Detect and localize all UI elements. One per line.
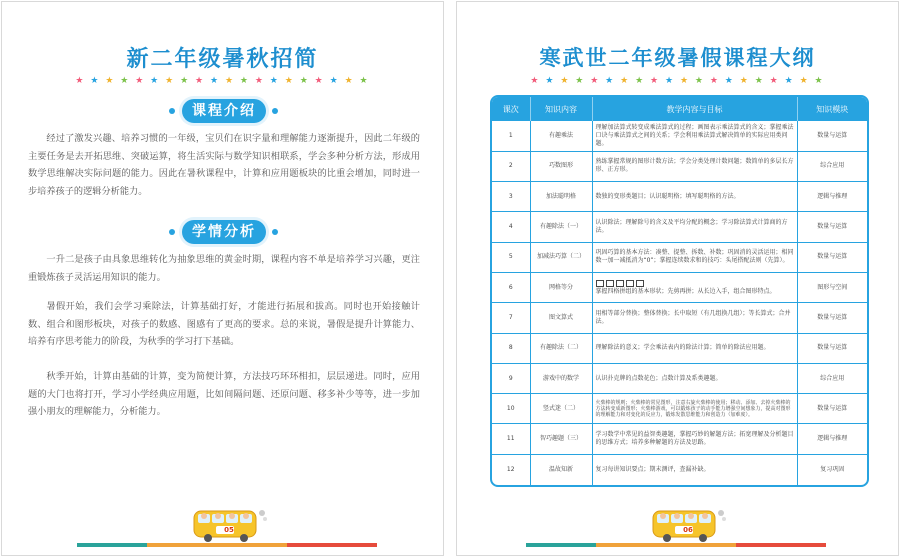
lesson-number: 11 <box>492 424 530 454</box>
tetromino-shapes-icon <box>596 280 794 288</box>
lesson-number: 5 <box>492 242 530 272</box>
lesson-topic: 加法聪明格 <box>530 182 592 212</box>
column-header: 课次 <box>492 97 530 121</box>
analysis-paragraph-3: 秋季开始，计算由基础的计算，变为简便计算，方法技巧环环相扣，层层递进。同时，应用题的大门也将打开，学习小学经典应用题，比如间隔问题、还原问题、移多补少等等，进一步加强小朋友的理解能力，分析能力。 <box>28 371 420 417</box>
lesson-goal: 认识除法；理解除号的含义及平均分配的概念；学习除法算式计算商的方法。 <box>592 212 797 242</box>
lesson-goal: 认识扑克牌的点数花色；点数计算及系类趣题。 <box>592 363 797 393</box>
lesson-topic: 温故知新 <box>530 454 592 484</box>
page-number: 06 <box>683 526 693 534</box>
lesson-module: 图形与空间 <box>797 272 867 302</box>
lesson-goal: 火柴棒的规则；火柴棒的常见图形，注意右旋火柴棒的使用；移动、添加、去掉火柴棒的方法转变成新图形；火柴棒游戏，可以锻炼孩子的动手能力增强空间想象力，提高对图形的理解能力和对变化的反应力，锻炼发散思维能力和创造力（加难度）。 <box>592 394 797 424</box>
lesson-goal: 复习每讲知识要点；期末测评，查漏补缺。 <box>592 454 797 484</box>
lesson-topic: 巧数图形 <box>530 151 592 181</box>
lesson-module: 逻辑与推理 <box>797 424 867 454</box>
lesson-module: 数量与运算 <box>797 333 867 363</box>
lesson-number: 12 <box>492 454 530 484</box>
stripe-orange <box>147 543 287 547</box>
lesson-number: 3 <box>492 182 530 212</box>
analysis-paragraph-1: 一升二是孩子由具象思维转化为抽象思维的黄金时期，课程内容不单是培养学习兴趣，更注重锻炼孩子灵活运用知识的能力。 <box>28 254 420 283</box>
table-row <box>492 272 867 302</box>
stripe-teal <box>526 543 596 547</box>
star-divider: ★ ★ ★ ★ ★ ★ ★ ★ ★ ★ ★ ★ ★ ★ ★ ★ ★ ★ ★ ★ <box>75 76 370 86</box>
lesson-module: 数量与运算 <box>797 394 867 424</box>
table-row <box>492 121 867 151</box>
lesson-module: 复习巩固 <box>820 465 845 473</box>
table-row <box>492 333 867 363</box>
table-row <box>492 182 867 212</box>
decor-dot <box>272 108 278 114</box>
school-bus-illustration <box>647 505 727 543</box>
analysis-paragraph-2: 暑假开始，我们会学习乘除法，计算基础打好，才能进行拓展和拔高。同时也开始接触计数、组合和图形板块，对孩子的数感、图感有了更高的要求。总的来说，暑假是提升计算能力、培养有序思考能力的阶段，为秋季的学习打下基础。 <box>28 301 420 347</box>
decor-dot <box>169 108 175 114</box>
course-outline-table <box>490 95 869 487</box>
lesson-goal: 用相等部分替换；整体替换；长中取短（有几组换几组）；等长算式；合并法。 <box>592 303 797 333</box>
stripe-orange <box>596 543 736 547</box>
table-row <box>492 394 867 424</box>
lesson-number: 2 <box>492 151 530 181</box>
column-header: 教学内容与目标 <box>592 97 797 121</box>
table-row <box>492 454 867 484</box>
table-row <box>492 212 867 242</box>
left-page-title: 新二年级暑秋招简 <box>126 47 319 72</box>
star-divider: ★ ★ ★ ★ ★ ★ ★ ★ ★ ★ ★ ★ ★ ★ ★ ★ ★ ★ ★ ★ <box>530 76 825 86</box>
column-header: 知识模块 <box>797 97 867 121</box>
stripe-red <box>287 543 377 547</box>
left-page <box>1 1 444 556</box>
section-analysis-title: 学情分析 <box>182 220 266 244</box>
lesson-goal: 理解加法算式转变成乘法算式的过程；画图表示乘法算式的含义；掌握乘法口诀与乘法算式之间的关系；学会利用乘法算式解决简单的实际应用类问题。 <box>592 121 797 151</box>
table-row <box>492 151 867 181</box>
lesson-topic: 图文算式 <box>530 303 592 333</box>
lesson-number: 10 <box>492 394 530 424</box>
lesson-topic: 网格等分 <box>530 272 592 302</box>
lesson-goal: 数独的变形类题目；认识聪明格；填写聪明格的方法。 <box>592 182 797 212</box>
lesson-module: 数量与运算 <box>797 242 867 272</box>
lesson-number: 7 <box>492 303 530 333</box>
lesson-goal: 学习数学中常见的益智类趣题，掌握巧妙的解题方法；拓宽理解及分析题目的思维方式；培养多种解题的方法及思路。 <box>592 424 797 454</box>
lesson-module: 逻辑与推理 <box>797 182 867 212</box>
table-row <box>492 424 867 454</box>
lesson-topic: 加减法巧算（二） <box>530 242 592 272</box>
page-number: 05 <box>224 526 234 534</box>
lesson-module: 数量与运算 <box>797 212 867 242</box>
school-bus-illustration <box>188 505 268 543</box>
lesson-number: 4 <box>492 212 530 242</box>
lesson-number: 1 <box>492 121 530 151</box>
lesson-topic: 有趣除法（一） <box>530 212 592 242</box>
lesson-module: 数量与运算 <box>797 121 867 151</box>
column-header: 知识内容 <box>530 97 592 121</box>
lesson-goal: 掌握四格拼组的基本形状；先剪再拼；从长边入手，组合图形特点。 <box>595 287 776 295</box>
lesson-goal-cell <box>592 272 797 302</box>
table-row <box>492 363 867 393</box>
stripe-red <box>736 543 826 547</box>
lesson-module: 综合应用 <box>797 151 867 181</box>
section-course-intro-title: 课程介绍 <box>182 99 266 123</box>
lesson-goal: 巩固巧算的基本方法：凑整、提整、拆数、补数；巩固消的灵活运用；相同数一加一减抵消为“0”；掌握连续数求和的技巧：头尾搭配法则（先算）。 <box>592 242 797 272</box>
table-row <box>492 242 867 272</box>
lesson-topic: 有趣乘法 <box>530 121 592 151</box>
lesson-topic: 竖式迷（二） <box>530 394 592 424</box>
lesson-topic: 智巧趣题（三） <box>530 424 592 454</box>
course-intro-text: 经过了激发兴趣、培养习惯的一年级，宝贝们在识字量和理解能力逐渐提升，因此二年级的主要任务是去开拓思维、突破运算，将生活实际与数学知识相联系，学会多种分析方法，形成用数学思维解决实际问题的能力。因此在暑秋课程中，计算和应用题板块的比重会增加，同时进一步培养孩子的逻辑分析能力。 <box>28 133 420 197</box>
stripe-teal <box>77 543 147 547</box>
lesson-topic: 游戏中的数学 <box>530 363 592 393</box>
lesson-number: 6 <box>492 272 530 302</box>
lesson-number: 8 <box>492 333 530 363</box>
lesson-topic: 有趣除法（二） <box>530 333 592 363</box>
lesson-module: 数量与运算 <box>797 303 867 333</box>
decor-dot <box>169 229 175 235</box>
lesson-number: 9 <box>492 363 530 393</box>
right-page-title: 寒武世二年级暑假课程大纲 <box>539 46 816 70</box>
decor-dot <box>272 229 278 235</box>
lesson-goal: 熟练掌握常规的图形计数方法；学会分类处理计数问题；数简单的多层长方形、正方形。 <box>592 151 797 181</box>
lesson-goal: 理解除法的意义；学会乘法表内的除法计算；简单的除法应用题。 <box>592 333 797 363</box>
lesson-module: 综合应用 <box>797 363 867 393</box>
table-row <box>492 303 867 333</box>
right-page <box>456 1 899 556</box>
